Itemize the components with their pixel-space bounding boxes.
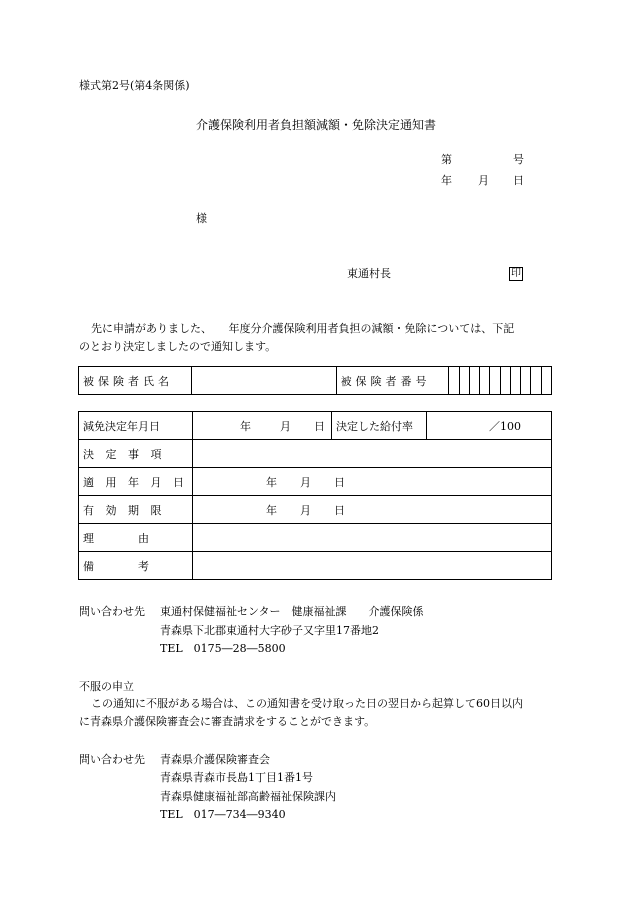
appeal-line-2: に青森県介護保険審査会に審査請求をすることができます。 (79, 715, 376, 728)
decision-date-year: 年 (240, 419, 251, 433)
body-line-2: のとおり決定しましたので通知します。 (79, 340, 277, 353)
reason-cell[interactable] (193, 524, 552, 552)
insured-number-digit[interactable] (510, 367, 520, 395)
insured-number-digit[interactable] (531, 367, 541, 395)
insured-number-digit[interactable] (541, 367, 551, 395)
insured-number-digit[interactable] (490, 367, 500, 395)
decision-matter-label: 決 定 事 項 (79, 440, 193, 468)
remarks-label: 備 考 (79, 552, 193, 580)
contact2-line-3: 青森県健康福祉部高齢福祉保険課内 (160, 790, 336, 803)
rate-value[interactable]: ／100 (427, 412, 552, 440)
number-prefix: 第 (441, 153, 452, 166)
date-month: 月 (478, 174, 489, 187)
contact2-phone: TEL 017―734―9340 (160, 808, 286, 821)
remarks-cell[interactable] (193, 552, 552, 580)
decision-table (78, 411, 552, 580)
valid-until-month: 月 (300, 503, 311, 517)
valid-until-label: 有 効 期 限 (79, 496, 193, 524)
insured-number-digit[interactable] (459, 367, 469, 395)
valid-until-cell[interactable] (193, 496, 552, 524)
number-suffix: 号 (513, 153, 524, 166)
contact1-phone: TEL 0175―28―5800 (160, 642, 286, 655)
insured-number-digit[interactable] (521, 367, 531, 395)
apply-date-month: 月 (300, 475, 311, 489)
contact1-label: 問い合わせ先 (79, 605, 145, 618)
apply-date-label: 適 用 年 月 日 (79, 468, 193, 496)
insured-number-digit[interactable] (469, 367, 479, 395)
body-line-1: 先に申請がありました、 年度分介護保険利用者負担の減額・免除については、下記 (91, 322, 515, 335)
valid-until-day: 日 (334, 503, 345, 517)
apply-date-cell[interactable] (193, 468, 552, 496)
form-number: 様式第2号(第4条関係) (79, 79, 190, 92)
contact2-line-2: 青森県青森市長島1丁目1番1号 (160, 771, 313, 784)
contact2-label: 問い合わせ先 (79, 753, 145, 766)
valid-until-year: 年 (266, 503, 277, 517)
insured-name-cell[interactable] (191, 367, 336, 395)
appeal-heading: 不服の申立 (79, 680, 134, 693)
issuer: 東通村長 (347, 267, 391, 280)
date-day: 日 (513, 174, 524, 187)
insured-name-label: 被保険者氏名 (79, 367, 192, 395)
decision-matter-cell[interactable] (193, 440, 552, 468)
contact1-line-1: 東通村保健福祉センター 健康福祉課 介護保険係 (160, 605, 424, 618)
insured-number-digit[interactable] (480, 367, 490, 395)
insured-number-digit[interactable] (500, 367, 510, 395)
appeal-line-1: この通知に不服がある場合は、この通知書を受け取った日の翌日から起算して60日以内 (91, 697, 523, 710)
insured-number-label: 被保険者番号 (336, 367, 449, 395)
insured-table (78, 366, 552, 395)
contact2-line-1: 青森県介護保険審査会 (160, 753, 270, 766)
insured-number-digit[interactable] (449, 367, 459, 395)
decision-date-label: 減免決定年月日 (79, 412, 193, 440)
contact1-line-2: 青森県下北郡東通村大字砂子又字里17番地2 (160, 624, 379, 637)
decision-date-day: 日 (314, 419, 325, 433)
rate-label: 決定した給付率 (332, 412, 427, 440)
apply-date-year: 年 (266, 475, 277, 489)
date-year: 年 (441, 174, 452, 187)
decision-date-month: 月 (280, 419, 291, 433)
reason-label: 理 由 (79, 524, 193, 552)
page-title: 介護保険利用者負担額減額・免除決定通知書 (196, 118, 437, 132)
addressee-suffix: 様 (196, 212, 207, 225)
apply-date-day: 日 (334, 475, 345, 489)
decision-date-cell[interactable] (193, 412, 332, 440)
seal-mark: 印 (511, 268, 521, 279)
